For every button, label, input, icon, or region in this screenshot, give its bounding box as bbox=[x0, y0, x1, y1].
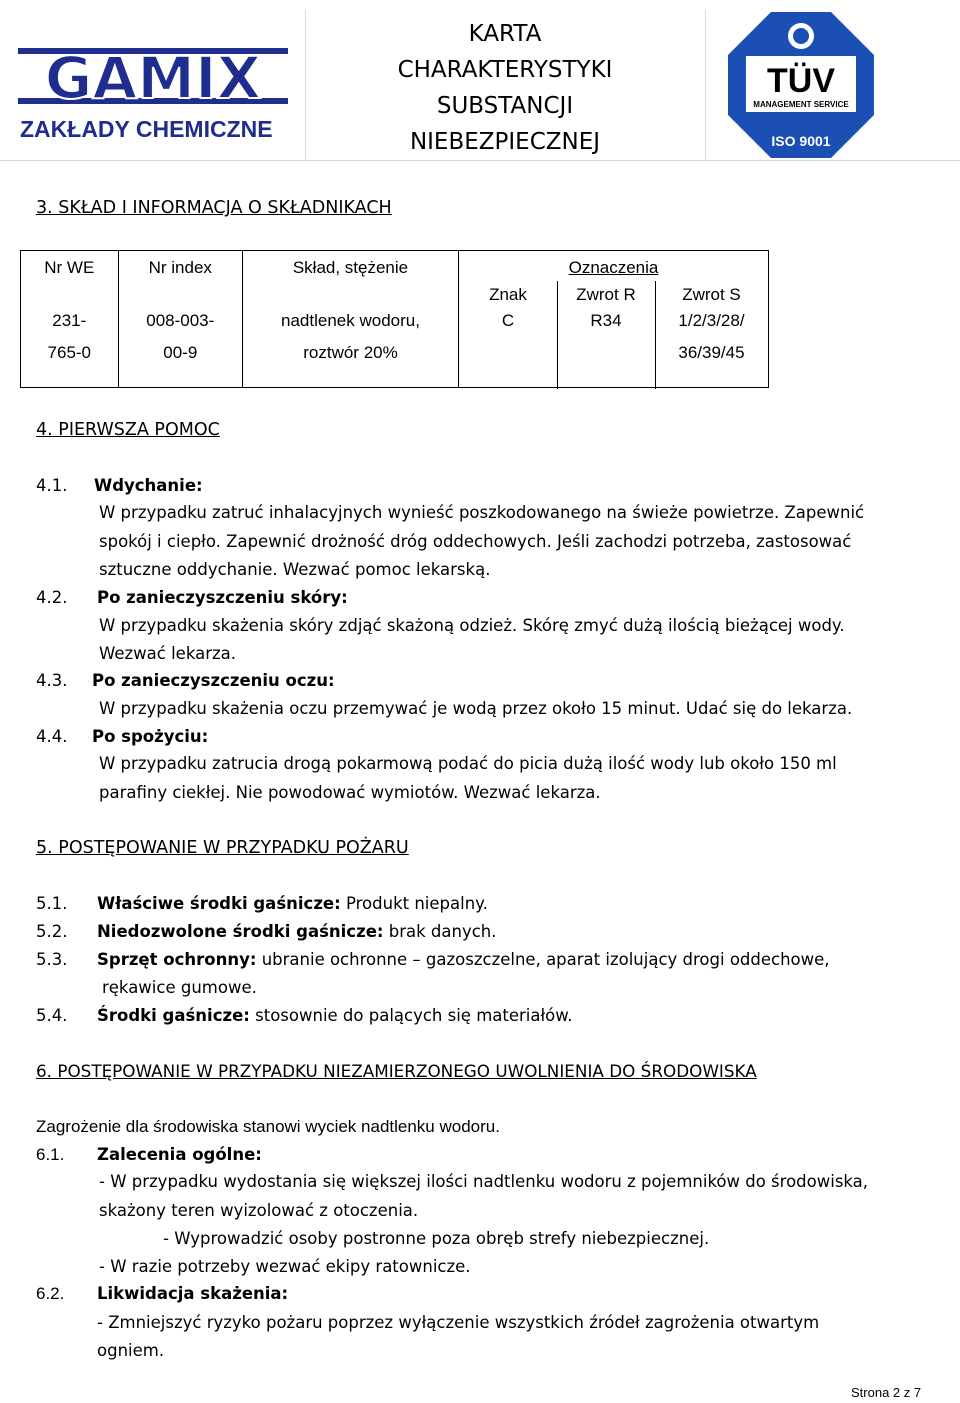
item-heading: Wdychanie: bbox=[94, 476, 203, 495]
item-heading: Zalecenia ogólne: bbox=[97, 1145, 262, 1164]
section-6-title: 6. POSTĘPOWANIE W PRZYPADKU NIEZAMIERZONEGO UWOLNIENIA DO ŚRODOWISKA bbox=[36, 1061, 757, 1081]
company-logo bbox=[18, 40, 293, 150]
table-cell: C bbox=[501, 311, 515, 330]
table-header-cell: Nr WE bbox=[44, 258, 95, 277]
table-divider bbox=[655, 281, 656, 389]
paragraph-line: W przypadku skażenia oczu przemywać je wodą przez około 15 minut. Udać się do lekarza. bbox=[99, 699, 853, 718]
table-header-cell: Znak bbox=[489, 285, 527, 304]
table-cell: 765-0 bbox=[47, 343, 92, 362]
item-number: 4.1. bbox=[36, 476, 68, 495]
document-title bbox=[305, 16, 705, 160]
item-number: 5.4. bbox=[36, 1006, 68, 1025]
logo-brand-text: GAMIX bbox=[44, 44, 262, 112]
item-text: ubranie ochronne – gazoszczelne, aparat izolujący drogi oddechowe, bbox=[256, 950, 830, 969]
title-line: KARTA bbox=[468, 21, 542, 47]
item-heading: Sprzęt ochronny: bbox=[97, 950, 257, 969]
item-number: 4.3. bbox=[36, 671, 68, 690]
cert-iso-text: ISO 9001 bbox=[771, 133, 831, 149]
item-number: 6.1. bbox=[36, 1145, 65, 1164]
item-line bbox=[97, 1006, 573, 1025]
item-text: brak danych. bbox=[383, 922, 497, 941]
document-header bbox=[0, 0, 960, 162]
table-divider bbox=[557, 281, 558, 389]
paragraph-line: rękawice gumowe. bbox=[102, 978, 257, 997]
paragraph-line: Wezwać lekarza. bbox=[99, 644, 236, 663]
section-5-title: 5. POSTĘPOWANIE W PRZYPADKU POŻARU bbox=[36, 838, 409, 858]
logo-subtitle: ZAKŁADY CHEMICZNE bbox=[20, 116, 273, 142]
table-header-cell: Nr index bbox=[148, 258, 212, 277]
title-line: SUBSTANCJI bbox=[436, 93, 574, 119]
col-nr-index bbox=[118, 251, 242, 388]
title-line: NIEBEZPIECZNEJ bbox=[409, 129, 601, 155]
table-header-cell: Zwrot S bbox=[682, 285, 741, 304]
paragraph-line: parafiny ciekłej. Nie powodować wymiotów. Wezwać lekarza. bbox=[99, 783, 601, 802]
tuv-certification-badge bbox=[728, 12, 874, 158]
item-number: 4.4. bbox=[36, 727, 68, 746]
paragraph-line: W przypadku skażenia skóry zdjąć skażoną odzież. Skórę zmyć dużą ilością bieżącej wody. bbox=[99, 616, 845, 635]
item-number: 5.2. bbox=[36, 922, 68, 941]
table-cell: 00-9 bbox=[163, 343, 198, 362]
paragraph-line: sztuczne oddychanie. Wezwać pomoc lekarską. bbox=[99, 560, 491, 579]
col-nr-we bbox=[21, 251, 119, 388]
header-divider bbox=[0, 160, 960, 161]
table-cell: 1/2/3/28/ bbox=[678, 311, 745, 330]
paragraph-line: spokój i ciepło. Zapewnić drożność dróg oddechowych. Jeśli zachodzi potrzeba, zastosować bbox=[99, 532, 852, 551]
item-heading: Niedozwolone środki gaśnicze: bbox=[97, 922, 384, 941]
paragraph-line: - W przypadku wydostania się większej ilości nadtlenku wodoru z pojemników do środowiska, bbox=[99, 1172, 869, 1191]
header-divider bbox=[705, 10, 706, 160]
paragraph-line: - Wyprowadzić osoby postronne poza obręb strefy niebezpiecznej. bbox=[163, 1229, 710, 1248]
item-number: 6.2. bbox=[36, 1284, 65, 1303]
section-3-title: 3. SKŁAD I INFORMACJA O SKŁADNIKACH bbox=[36, 198, 392, 218]
table-cell: 36/39/45 bbox=[678, 343, 745, 362]
paragraph-line: ogniem. bbox=[97, 1341, 165, 1360]
table-cell: 231- bbox=[52, 311, 87, 330]
gamix-logo-graphic bbox=[18, 40, 288, 120]
item-line bbox=[97, 922, 496, 941]
item-heading: Po spożyciu: bbox=[92, 727, 209, 746]
tuv-octagon-icon bbox=[728, 12, 874, 158]
table-header-cell: Oznaczenia bbox=[568, 258, 659, 277]
col-sklad bbox=[242, 251, 458, 388]
paragraph-line: - W razie potrzeby wezwać ekipy ratownicze. bbox=[99, 1257, 471, 1276]
item-number: 5.1. bbox=[36, 894, 68, 913]
table-cell: 008-003- bbox=[146, 311, 215, 330]
item-heading: Środki gaśnicze: bbox=[97, 1006, 250, 1025]
paragraph-line: Zagrożenie dla środowiska stanowi wyciek nadtlenku wodoru. bbox=[36, 1117, 500, 1136]
col-oznaczenia bbox=[458, 251, 768, 388]
paragraph-line: - Zmniejszyć ryzyko pożaru poprzez wyłączenie wszystkich źródeł zagrożenia otwartym bbox=[97, 1313, 820, 1332]
item-heading: Likwidacja skażenia: bbox=[97, 1284, 289, 1303]
page-number: Strona 2 z 7 bbox=[851, 1385, 922, 1400]
item-heading: Właściwe środki gaśnicze: bbox=[97, 894, 341, 913]
composition-table bbox=[20, 250, 769, 388]
item-heading: Po zanieczyszczeniu skóry: bbox=[97, 588, 348, 607]
item-text: stosownie do palących się materiałów. bbox=[249, 1006, 573, 1025]
paragraph-line: skażony teren wyizolować z otoczenia. bbox=[99, 1201, 419, 1220]
item-number: 4.2. bbox=[36, 588, 68, 607]
paragraph-line: W przypadku zatruć inhalacyjnych wynieść poszkodowanego na świeże powietrze. Zapewnić bbox=[99, 503, 865, 522]
table-cell: R34 bbox=[590, 311, 622, 330]
table-cell: nadtlenek wodoru, bbox=[281, 311, 420, 330]
title-line: CHARAKTERYSTYKI bbox=[397, 57, 613, 83]
table-header-cell: Skład, stężenie bbox=[292, 258, 409, 277]
item-number: 5.3. bbox=[36, 950, 68, 969]
table-header-cell: Zwrot R bbox=[576, 285, 636, 304]
table-cell: roztwór 20% bbox=[303, 343, 398, 362]
paragraph-line: W przypadku zatrucia drogą pokarmową podać do picia dużą ilość wody lub około 150 ml bbox=[99, 754, 837, 773]
item-heading: Po zanieczyszczeniu oczu: bbox=[92, 671, 335, 690]
item-text: Produkt niepalny. bbox=[340, 894, 488, 913]
cert-sub-text: MANAGEMENT SERVICE bbox=[753, 100, 849, 109]
section-4-title: 4. PIERWSZA POMOC bbox=[36, 420, 220, 440]
item-line bbox=[97, 950, 830, 969]
cert-text: TÜV bbox=[767, 62, 835, 100]
item-line bbox=[97, 894, 488, 913]
